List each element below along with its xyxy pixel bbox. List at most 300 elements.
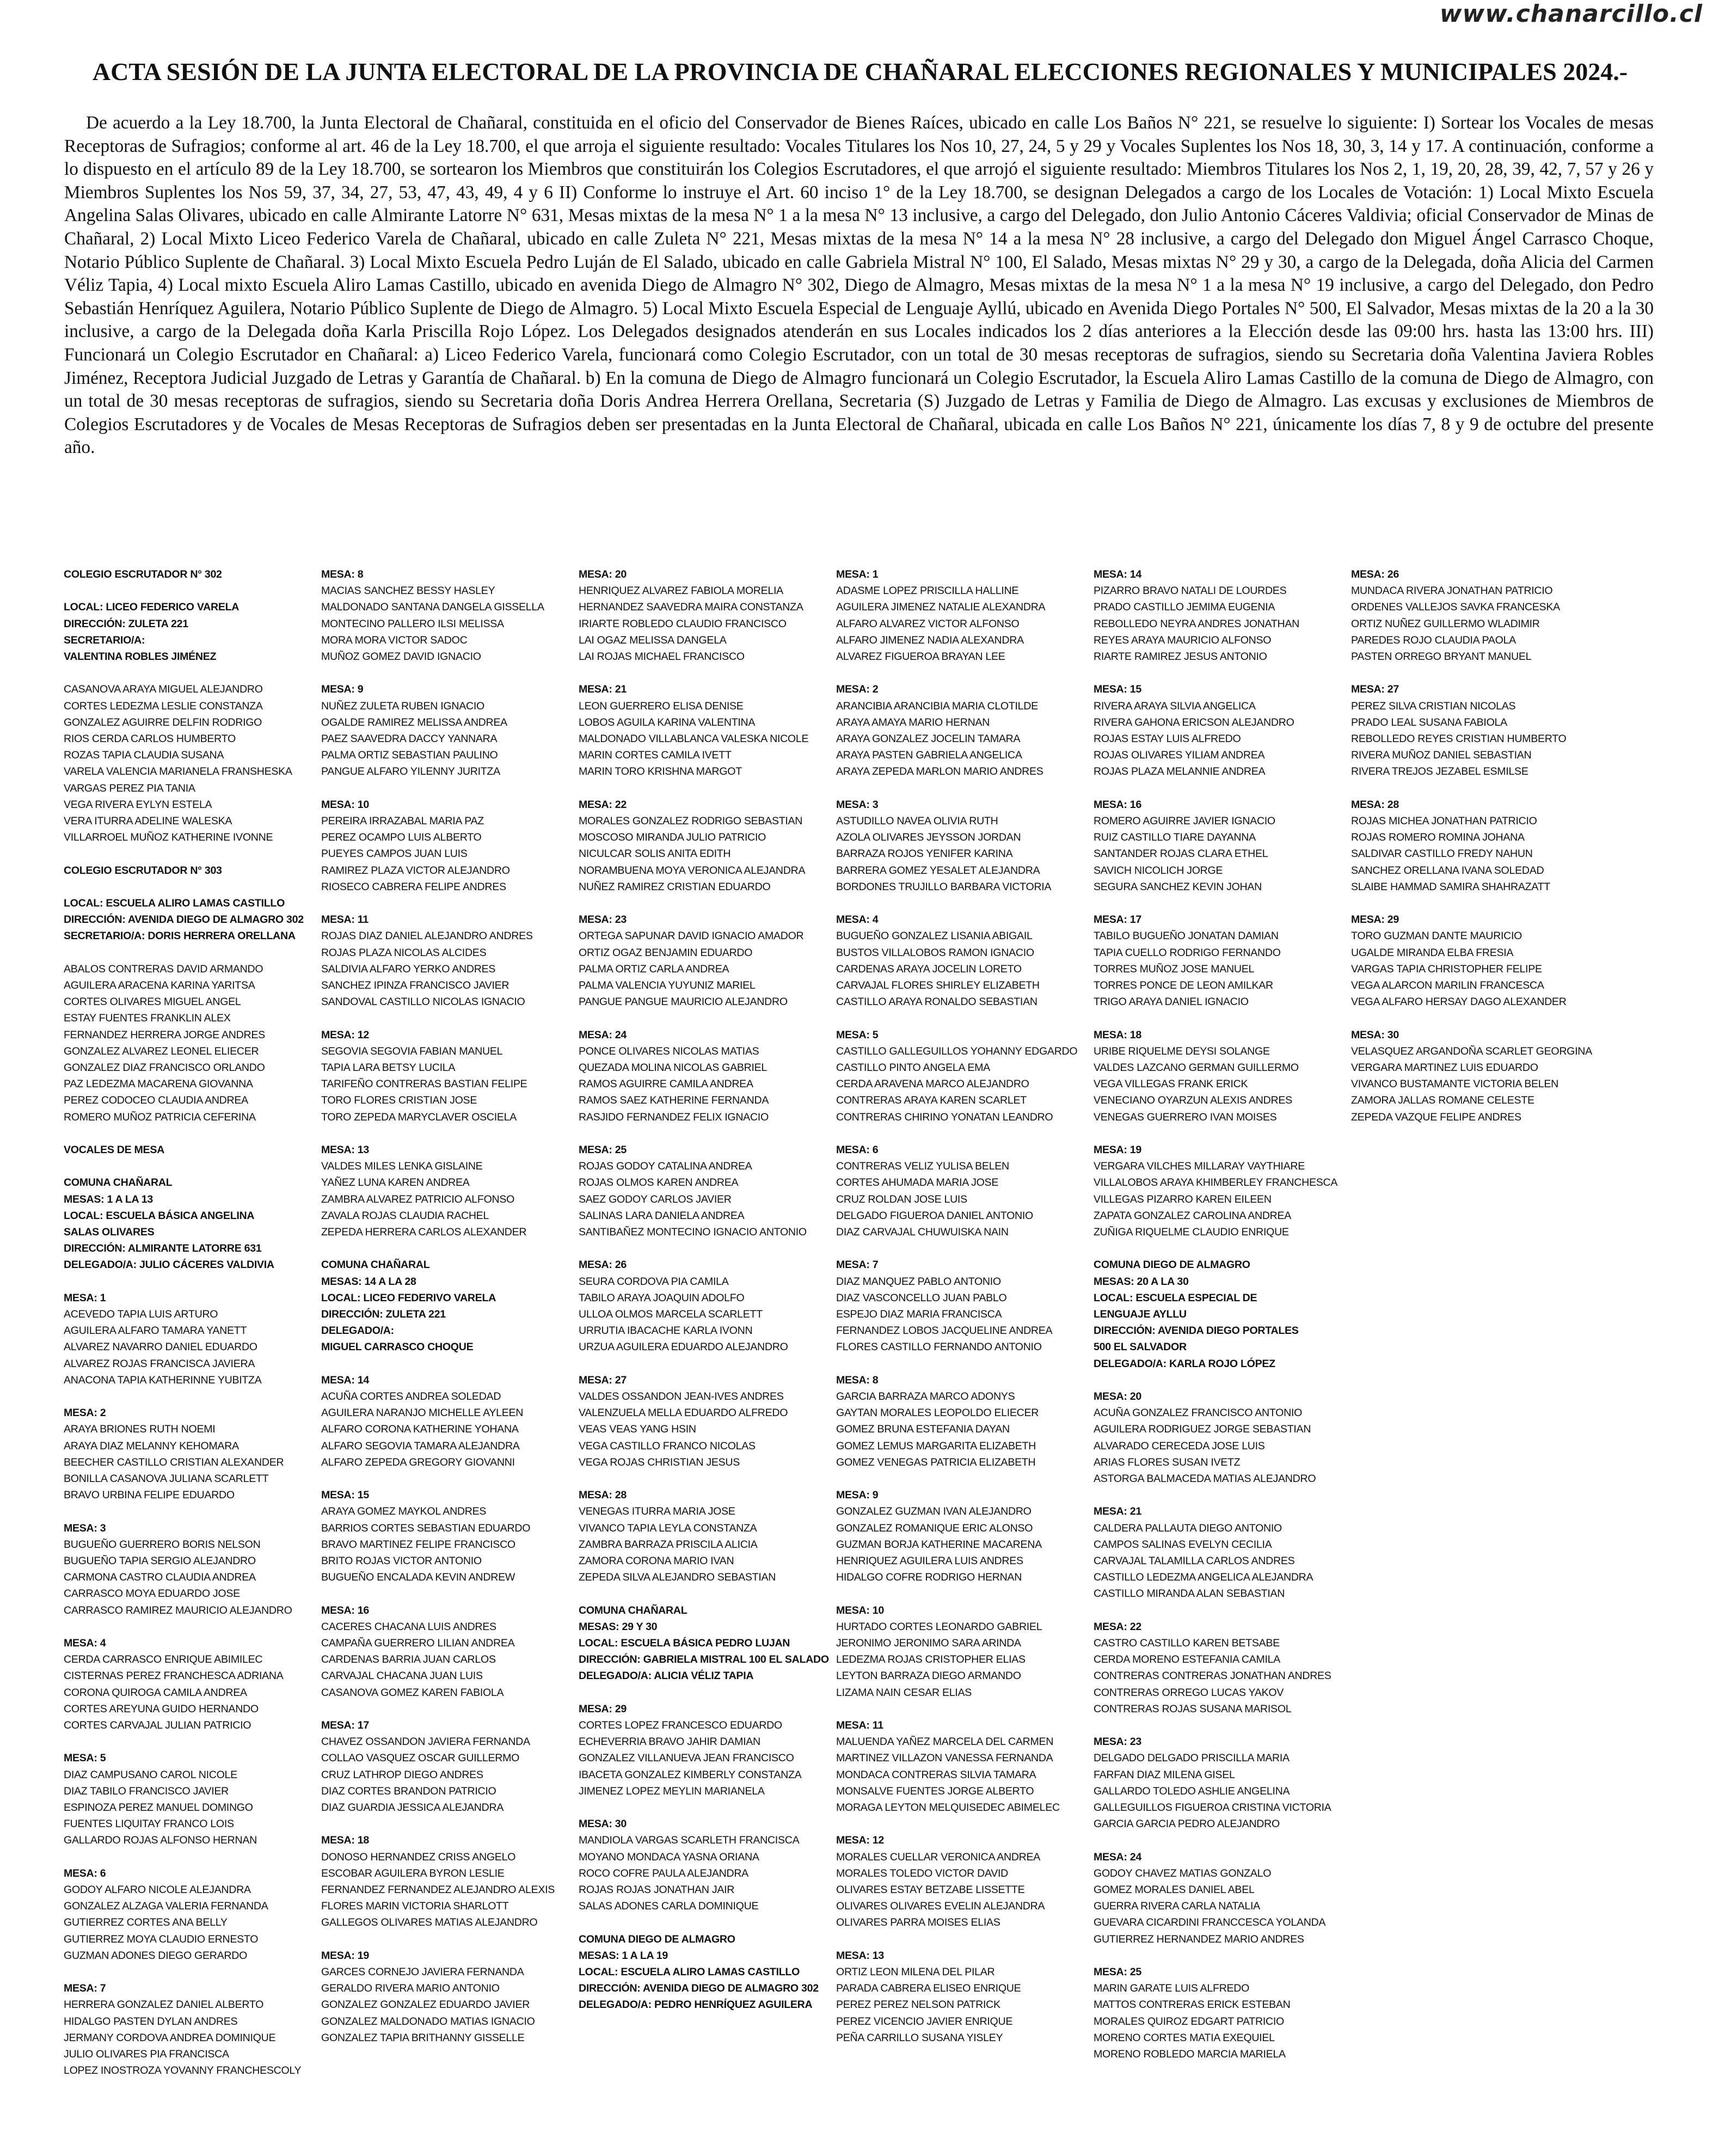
list-item: MORENO ROBLEDO MARCIA MARIELA [1094, 2048, 1286, 2061]
list-item: ALVARADO CERECEDA JOSE LUIS [1094, 1440, 1265, 1452]
list-item: ROJAS PLAZA NICOLAS ALCIDES [321, 946, 487, 959]
list-item: CERDA ARAVENA MARCO ALEJANDRO [836, 1078, 1029, 1091]
list-item: MARTINEZ VILLAZON VANESSA FERNANDA [836, 1752, 1053, 1765]
list-item: VEGA RIVERA EYLYN ESTELA [64, 798, 212, 811]
block-heading: LOCAL: ESCUELA ALIRO LAMAS CASTILLO [64, 897, 285, 909]
block-heading: MESA: 23 [1094, 1736, 1141, 1748]
block-heading: MESA: 21 [1094, 1505, 1141, 1518]
list-item: QUEZADA MOLINA NICOLAS GABRIEL [579, 1062, 767, 1074]
list-item: ESPEJO DIAZ MARIA FRANCISCA [836, 1308, 1002, 1321]
list-item: VENEGAS GUERRERO IVAN MOISES [1094, 1111, 1277, 1123]
list-item: VARELA VALENCIA MARIANELA FRANSHESKA [64, 765, 292, 778]
list-block [836, 681, 1089, 780]
list-item: CASTILLO LEDEZMA ANGELICA ALEJANDRA [1094, 1571, 1313, 1584]
list-item: CARVAJAL TALAMILLA CARLOS ANDRES [1094, 1555, 1295, 1567]
block-heading: COMUNA CHAÑARAL [579, 1604, 687, 1616]
list-item: VIVANCO TAPIA LEYLA CONSTANZA [579, 1522, 757, 1534]
block-heading: MESA: 25 [1094, 1966, 1141, 1979]
list-item: ROJAS OLIVARES YILIAM ANDREA [1094, 749, 1265, 762]
list-item: ARAYA AMAYA MARIO HERNAN [836, 716, 990, 728]
block-heading: MESA: 12 [321, 1028, 369, 1041]
block-heading: MESA: 2 [836, 683, 879, 696]
list-item: SANDOVAL CASTILLO NICOLAS IGNACIO [321, 996, 525, 1008]
list-block [64, 681, 317, 846]
block-heading: MESA: 13 [321, 1144, 369, 1156]
list-block [579, 1142, 832, 1240]
list-block [321, 681, 574, 780]
block-heading: LOCAL: ESCUELA ESPECIAL DE [1094, 1291, 1257, 1304]
list-item: ORTIZ LEON MILENA DEL PILAR [836, 1966, 995, 1979]
list-item: GALLEGOS OLIVARES MATIAS ALEJANDRO [321, 1916, 538, 1929]
list-item: NUÑEZ RAMIREZ CRISTIAN EDUARDO [579, 880, 771, 893]
list-item: SANCHEZ ORELLANA IVANA SOLEDAD [1351, 864, 1544, 877]
list-block [579, 1257, 832, 1355]
column-4 [836, 566, 1094, 2096]
list-item: DIAZ TABILO FRANCISCO JAVIER [64, 1785, 229, 1797]
list-item: CASTILLO MIRANDA ALAN SEBASTIAN [1094, 1588, 1285, 1600]
list-block [579, 1487, 832, 1585]
block-heading: LOCAL: LICEO FEDERIVO VARELA [321, 1291, 496, 1304]
block-heading: MESA: 20 [579, 568, 627, 580]
list-item: PONCE OLIVARES NICOLAS MATIAS [579, 1045, 759, 1057]
list-block [579, 1027, 832, 1125]
list-item: URIBE RIQUELME DEYSI SOLANGE [1094, 1045, 1270, 1057]
list-block [1094, 566, 1347, 665]
list-item: DONOSO HERNANDEZ CRISS ANGELO [321, 1851, 516, 1863]
list-item: JIMENEZ LOPEZ MEYLIN MARIANELA [579, 1785, 765, 1797]
list-item: GONZALEZ MALDONADO MATIAS IGNACIO [321, 2015, 535, 2028]
list-item: ZEPEDA VAZQUE FELIPE ANDRES [1351, 1111, 1521, 1123]
list-item: TORO ZEPEDA MARYCLAVER OSCIELA [321, 1111, 517, 1123]
list-item: ZAMBRA BARRAZA PRISCILA ALICIA [579, 1538, 758, 1551]
list-item: VALENZUELA MELLA EDUARDO ALFREDO [579, 1407, 788, 1419]
list-item: PEREZ VICENCIO JAVIER ENRIQUE [836, 2015, 1013, 2028]
list-block [64, 1142, 317, 1158]
list-item: BRAVO MARTINEZ FELIPE FRANCISCO [321, 1538, 515, 1551]
block-heading: MESA: 30 [579, 1818, 627, 1830]
block-heading: MESAS: 1 A LA 19 [579, 1949, 668, 1962]
list-item: MANDIOLA VARGAS SCARLETH FRANCISCA [579, 1834, 800, 1847]
list-item: FLORES MARIN VICTORIA SHARLOTT [321, 1900, 509, 1913]
list-item: ALFARO SEGOVIA TAMARA ALEJANDRA [321, 1440, 520, 1452]
list-block [579, 797, 832, 895]
list-item: CASANOVA ARAYA MIGUEL ALEJANDRO [64, 683, 263, 696]
list-item: CORTES AHUMADA MARIA JOSE [836, 1177, 999, 1189]
list-item: ACUÑA CORTES ANDREA SOLEDAD [321, 1391, 501, 1403]
list-item: GALLARDO ROJAS ALFONSO HERNAN [64, 1834, 257, 1847]
list-item: REBOLLEDO REYES CRISTIAN HUMBERTO [1351, 733, 1567, 745]
block-heading: MESA: 24 [579, 1028, 627, 1041]
block-heading: VALENTINA ROBLES JIMÉNEZ [64, 651, 217, 663]
list-item: AGUILERA ALFARO TAMARA YANETT [64, 1325, 247, 1337]
list-item: HENRIQUEZ AGUILERA LUIS ANDRES [836, 1555, 1023, 1567]
block-heading: MESA: 15 [1094, 683, 1141, 696]
list-item: LOBOS AGUILA KARINA VALENTINA [579, 716, 756, 728]
list-block [1094, 1257, 1347, 1371]
block-heading: MESA: 28 [579, 1489, 627, 1502]
list-item: VEAS VEAS YANG HSIN [579, 1423, 696, 1436]
list-item: VIVANCO BUSTAMANTE VICTORIA BELEN [1351, 1078, 1558, 1091]
block-heading: MESA: 26 [579, 1259, 627, 1271]
block-heading: DELEGADO/A: KARLA ROJO LÓPEZ [1094, 1357, 1275, 1370]
list-item: PAZ LEDEZMA MACARENA GIOVANNA [64, 1078, 253, 1091]
list-item: PAREDES ROJO CLAUDIA PAOLA [1351, 634, 1516, 646]
list-item: VILLARROEL MUÑOZ KATHERINE IVONNE [64, 831, 273, 844]
column-5 [1094, 566, 1351, 2096]
list-item: MORAGA LEYTON MELQUISEDEC ABIMELEC [836, 1802, 1060, 1814]
list-item: CASANOVA GOMEZ KAREN FABIOLA [321, 1686, 504, 1699]
block-heading: MESA: 6 [836, 1144, 879, 1156]
list-item: CAMPOS SALINAS EVELYN CECILIA [1094, 1538, 1272, 1551]
list-item: MOSCOSO MIRANDA JULIO PATRICIO [579, 831, 766, 844]
block-heading: DELEGADO/A: ALICIA VÉLIZ TAPIA [579, 1670, 754, 1682]
list-block [64, 1290, 317, 1388]
list-item: CALDERA PALLAUTA DIEGO ANTONIO [1094, 1522, 1282, 1534]
list-item: GUZMAN ADONES DIEGO GERARDO [64, 1949, 248, 1962]
list-item: GONZALEZ ROMANIQUE ERIC ALONSO [836, 1522, 1033, 1534]
list-item: VARGAS TAPIA CHRISTOPHER FELIPE [1351, 963, 1542, 975]
list-item: GOMEZ LEMUS MARGARITA ELIZABETH [836, 1440, 1036, 1452]
list-item: SEGURA SANCHEZ KEVIN JOHAN [1094, 880, 1262, 893]
list-item: CARDENAS BARRIA JUAN CARLOS [321, 1653, 496, 1666]
list-item: URZUA AGUILERA EDUARDO ALEJANDRO [579, 1341, 788, 1353]
list-item: IBACETA GONZALEZ KIMBERLY CONSTANZA [579, 1768, 802, 1781]
list-block [321, 797, 574, 895]
list-item: SANCHEZ IPINZA FRANCISCO JAVIER [321, 979, 509, 992]
list-item: GOMEZ BRUNA ESTEFANIA DAYAN [836, 1423, 1010, 1436]
list-block [1094, 1027, 1347, 1125]
list-item: ADASME LOPEZ PRISCILLA HALLINE [836, 585, 1019, 597]
list-item: ARANCIBIA ARANCIBIA MARIA CLOTILDE [836, 700, 1038, 712]
list-block [1094, 1619, 1347, 1717]
list-block [579, 566, 832, 665]
block-heading: LOCAL: LICEO FEDERICO VARELA [64, 601, 240, 614]
list-item: REYES ARAYA MAURICIO ALFONSO [1094, 634, 1272, 646]
list-block [64, 1520, 317, 1619]
block-heading: LOCAL: ESCUELA BÁSICA ANGELINA [64, 1209, 255, 1222]
list-block [1094, 1503, 1347, 1602]
list-block [64, 1750, 317, 1848]
list-item: ZEPEDA HERRERA CARLOS ALEXANDER [321, 1226, 527, 1239]
list-item: BUGUEÑO ENCALADA KEVIN ANDREW [321, 1571, 515, 1584]
block-heading: MESA: 27 [579, 1374, 627, 1386]
list-item: FARFAN DIAZ MILENA GISEL [1094, 1768, 1235, 1781]
block-heading: MESAS: 20 A LA 30 [1094, 1275, 1189, 1288]
list-block [64, 1635, 317, 1734]
list-item: SAVICH NICOLICH JORGE [1094, 864, 1223, 877]
block-heading: DIRECCIÓN: AVENIDA DIEGO DE ALMAGRO 302 [64, 914, 304, 926]
list-item: OGALDE RAMIREZ MELISSA ANDREA [321, 716, 507, 728]
list-item: MALDONADO VILLABLANCA VALESKA NICOLE [579, 733, 809, 745]
list-item: FLORES CASTILLO FERNANDO ANTONIO [836, 1341, 1042, 1353]
list-item: CORONA QUIROGA CAMILA ANDREA [64, 1686, 247, 1699]
list-item: GONZALEZ ALVAREZ LEONEL ELIECER [64, 1045, 259, 1057]
list-item: TRIGO ARAYA DANIEL IGNACIO [1094, 996, 1249, 1008]
list-item: CHAVEZ OSSANDON JAVIERA FERNANDA [321, 1736, 530, 1748]
list-block [1094, 1964, 1347, 2062]
block-heading: MESA: 17 [321, 1719, 369, 1732]
block-heading: DELEGADO/A: JULIO CÁCERES VALDIVIA [64, 1259, 274, 1271]
list-block [579, 1816, 832, 1914]
block-heading: MESA: 14 [321, 1374, 369, 1386]
list-block [579, 911, 832, 1010]
block-heading: MESA: 16 [321, 1604, 369, 1616]
list-item: BEECHER CASTILLO CRISTIAN ALEXANDER [64, 1456, 284, 1468]
list-item: MONTECINO PALLERO ILSI MELISSA [321, 617, 504, 630]
list-item: GUTIERREZ MOYA CLAUDIO ERNESTO [64, 1933, 259, 1945]
site-url: www.chanarcillo.cl [1439, 0, 1703, 28]
list-item: ROJAS ROMERO ROMINA JOHANA [1351, 831, 1525, 844]
block-heading: COMUNA CHAÑARAL [64, 1177, 173, 1189]
list-item: ZAMORA CORONA MARIO IVAN [579, 1555, 734, 1567]
list-item: TORO GUZMAN DANTE MAURICIO [1351, 930, 1522, 942]
list-item: FERNANDEZ FERNANDEZ ALEJANDRO ALEXIS [321, 1884, 555, 1896]
list-item: PANGUE PANGUE MAURICIO ALEJANDRO [579, 996, 788, 1008]
block-heading: DIRECCIÓN: ALMIRANTE LATORRE 631 [64, 1242, 262, 1255]
list-item: RIVERA MUÑOZ DANIEL SEBASTIAN [1351, 749, 1532, 762]
list-block [1094, 1388, 1347, 1487]
list-item: BUGUEÑO TAPIA SERGIO ALEJANDRO [64, 1555, 256, 1567]
list-item: AZOLA OLIVARES JEYSSON JORDAN [836, 831, 1021, 844]
list-item: SALAS ADONES CARLA DOMINIQUE [579, 1900, 759, 1913]
list-item: ROMERO AGUIRRE JAVIER IGNACIO [1094, 815, 1275, 828]
list-item: CASTRO CASTILLO KAREN BETSABE [1094, 1637, 1280, 1650]
list-block [836, 1372, 1089, 1471]
column-1 [64, 566, 321, 2096]
list-item: NICULCAR SOLIS ANITA EDITH [579, 848, 731, 860]
list-item: ALVAREZ FIGUEROA BRAYAN LEE [836, 651, 1005, 663]
list-item: ALFARO CORONA KATHERINE YOHANA [321, 1423, 519, 1436]
list-item: ZEPEDA SILVA ALEJANDRO SEBASTIAN [579, 1571, 776, 1584]
list-item: GUERRA RIVERA CARLA NATALIA [1094, 1900, 1260, 1913]
list-item: ROJAS ROJAS JONATHAN JAIR [579, 1884, 735, 1896]
list-item: BARRAZA ROJOS YENIFER KARINA [836, 848, 1013, 860]
list-item: HERRERA GONZALEZ DANIEL ALBERTO [64, 1999, 264, 2011]
list-item: GONZALEZ GONZALEZ EDUARDO JAVIER [321, 1999, 530, 2011]
list-item: GARCIA GARCIA PEDRO ALEJANDRO [1094, 1818, 1280, 1830]
vocales-columns [64, 566, 1664, 2096]
list-item: TAPIA LARA BETSY LUCILA [321, 1062, 456, 1074]
list-item: TAPIA CUELLO RODRIGO FERNANDO [1094, 946, 1281, 959]
block-heading: MESA: 21 [579, 683, 627, 696]
list-item: ROZAS TAPIA CLAUDIA SUSANA [64, 749, 224, 762]
list-item: ORTIZ NUÑEZ GUILLERMO WLADIMIR [1351, 617, 1540, 630]
list-item: BRAVO URBINA FELIPE EDUARDO [64, 1489, 235, 1502]
list-item: JULIO OLIVARES PIA FRANCISCA [64, 2048, 229, 2061]
list-item: ROCO COFRE PAULA ALEJANDRA [579, 1867, 748, 1879]
list-block [836, 911, 1089, 1010]
list-item: CONTRERAS ORREGO LUCAS YAKOV [1094, 1686, 1284, 1699]
list-item: HENRIQUEZ ALVAREZ FABIOLA MORELIA [579, 585, 783, 597]
list-block [321, 1372, 574, 1471]
list-item: ARAYA DIAZ MELANNY KEHOMARA [64, 1440, 239, 1452]
list-item: AGUILERA RODRIGUEZ JORGE SEBASTIAN [1094, 1423, 1311, 1436]
list-item: ARAYA ZEPEDA MARLON MARIO ANDRES [836, 765, 1043, 778]
block-heading: COMUNA CHAÑARAL [321, 1259, 430, 1271]
list-item: LIZAMA NAIN CESAR ELIAS [836, 1686, 972, 1699]
list-item: RASJIDO FERNANDEZ FELIX IGNACIO [579, 1111, 769, 1123]
list-item: CONTRERAS ROJAS SUSANA MARISOL [1094, 1702, 1292, 1715]
list-item: ROJAS MICHEA JONATHAN PATRICIO [1351, 815, 1537, 828]
list-item: ROJAS PLAZA MELANNIE ANDREA [1094, 765, 1266, 778]
block-heading: MESA: 11 [836, 1719, 883, 1732]
block-heading: MESA: 8 [321, 568, 364, 580]
list-item: ARAYA PASTEN GABRIELA ANGELICA [836, 749, 1022, 762]
list-block [321, 566, 574, 665]
list-item: LEON GUERRERO ELISA DENISE [579, 700, 744, 712]
list-block [321, 1142, 574, 1240]
block-heading: MESA: 10 [836, 1604, 884, 1616]
block-heading: MESA: 6 [64, 1867, 106, 1879]
list-item: RUIZ CASTILLO TIARE DAYANNA [1094, 831, 1256, 844]
list-block [1351, 911, 1567, 1010]
list-block [64, 1405, 317, 1503]
list-item: ASTORGA BALMACEDA MATIAS ALEJANDRO [1094, 1473, 1316, 1485]
list-item: MORALES TOLEDO VICTOR DAVID [836, 1867, 1009, 1879]
list-item: PALMA VALENCIA YUYUNIZ MARIEL [579, 979, 756, 992]
block-heading: MESA: 7 [64, 1982, 106, 1995]
list-item: MARIN TORO KRISHNA MARGOT [579, 765, 742, 778]
list-item: PASTEN ORREGO BRYANT MANUEL [1351, 651, 1532, 663]
list-item: CARMONA CASTRO CLAUDIA ANDREA [64, 1571, 256, 1584]
list-item: VELASQUEZ ARGANDOÑA SCARLET GEORGINA [1351, 1045, 1592, 1057]
list-item: CACERES CHACANA LUIS ANDRES [321, 1620, 496, 1633]
list-item: GONZALEZ ALZAGA VALERIA FERNANDA [64, 1900, 268, 1913]
list-item: PAEZ SAAVEDRA DACCY YANNARA [321, 733, 498, 745]
block-heading: DELEGADO/A: [321, 1325, 394, 1337]
list-item: ALVAREZ ROJAS FRANCISCA JAVIERA [64, 1357, 255, 1370]
list-item: ROMERO MUÑOZ PATRICIA CEFERINA [64, 1111, 256, 1123]
list-item: PANGUE ALFARO YILENNY JURITZA [321, 765, 500, 778]
list-item: CORTES CARVAJAL JULIAN PATRICIO [64, 1719, 251, 1732]
list-block [836, 1027, 1089, 1125]
list-item: VENECIANO OYARZUN ALEXIS ANDRES [1094, 1094, 1292, 1107]
list-item: CONTRERAS VELIZ YULISA BELEN [836, 1160, 1009, 1173]
list-item: MARIN GARATE LUIS ALFREDO [1094, 1982, 1250, 1995]
list-item: ULLOA OLMOS MARCELA SCARLETT [579, 1308, 763, 1321]
block-heading: SALAS OLIVARES [64, 1226, 155, 1239]
list-item: BARRIOS CORTES SEBASTIAN EDUARDO [321, 1522, 531, 1534]
list-item: DIAZ CARVAJAL CHUWUISKA NAIN [836, 1226, 1009, 1239]
intro-paragraph: De acuerdo a la Ley 18.700, la Junta Electoral de Chañaral, constituida en el oficio del Conservador de Bienes Raíces, ubicado en calle Los Baños N° 221, se resuelve lo siguiente: I) Sortear los Vocales de mesas Receptoras de Sufragios; conforme al art. 46 de la Ley 18.700, el que arroja el siguiente resultado: Vocales Titulares los Nos 10, 27, 24, 5 y 29 y Vocales Suplentes los Nos 18, 30, 3, 14 y 17. A continuación, conforme a lo dispuesto en el artículo 89 de la Ley 18.700, se sortearon los Miembros que constituirán los Colegios Escrutadores, el que arrojó el siguiente resultado: Miembros Titulares los Nos 2, 1, 19, 20, 28, 39, 42, 7, 57 y 26 y Miembros Suplentes los Nos 59, 37, 34, 27, 53, 47, 43, 49, 4 y 6 II) Conforme lo instruye el Art. 60 inciso 1° de la Ley 18.700, se designan Delegados a cargo de los Locales de Votación: 1) Local Mixto Escuela Angelina Salas Olivares, ubicado en calle Almirante Latorre N° 631, Mesas mixtas de la mesa N° 1 a la mesa N° 13 inclusive, a cargo del Delegado, don Julio Antonio Cáceres Valdivia; oficial Conservador de Minas de Chañaral, 2) Local Mixto Liceo Federico Varela de Chañaral, ubicado en calle Zuleta N° 221, Mesas mixtas de la mesa N° 14 a la mesa N° 28 inclusive, a cargo del Delegado don Miguel Ángel Carrasco Choque, Notario Público Suplente de Chañaral. 3) Local Mixto Escuela Pedro Luján de El Salado, ubicado en calle Gabriela Mistral N° 100, El Salado, Mesas mixtas N° 29 y 30, a cargo de la Delegada, doña Alicia del Carmen Véliz Tapia, 4) Local mixto Escuela Aliro Lamas Castillo, ubicado en avenida Diego de Almagro N° 302, Diego de Almagro, Mesas mixtas de la mesa N° 1 a la mesa N° 19 inclusive, a cargo del Delegado, don Pedro Sebastián Henríquez Aguilera, Notario Público Suplente de Diego de Almagro. 5) Local Mixto Escuela Especial de Lenguaje Ayllú, ubicado en Avenida Diego Portales N° 500, El Salvador, Mesas mixtas de la 20 a la 30 inclusive, a cargo de la Delegada doña Karla Priscilla Rojo López. Los Delegados designados atenderán en sus Locales indicados los 2 días anteriores a la Elección desde las 09:00 hrs. hasta las 13:00 hrs. III) Funcionará un Colegio Escrutador en Chañaral: a) Liceo Federico Varela, funcionará como Colegio Escrutador, con un total de 30 mesas receptoras de sufragios, siendo su Secretaria doña Valentina Javiera Robles Jiménez, Receptora Judicial Juzgado de Letras y Garantía de Chañaral. b) En la comuna de Diego de Almagro funcionará un Colegio Escrutador, la Escuela Aliro Lamas Castillo de la comuna de Diego de Almagro, con un total de 30 mesas receptoras de sufragios, siendo su Secretaria doña Doris Andrea Herrera Orellana, Secretaria (S) Juzgado de Letras y Familia de Diego de Almagro. Las excusas y exclusiones de Miembros de Colegios Escrutadores y de Vocales de Mesas Receptoras de Sufragios deben ser presentadas en la Junta Electoral de Chañaral, ubicada en calle Los Baños N° 221, únicamente los días 7, 8 y 9 de octubre del presente año. [64, 113, 1654, 458]
list-item: GUTIERREZ HERNANDEZ MARIO ANDRES [1094, 1933, 1304, 1945]
block-heading: MESA: 19 [1094, 1144, 1141, 1156]
block-heading: MESA: 26 [1351, 568, 1399, 580]
list-block [321, 1947, 574, 2046]
list-item: PIZARRO BRAVO NATALI DE LOURDES [1094, 585, 1287, 597]
block-heading: MESA: 16 [1094, 798, 1141, 811]
block-heading: MESAS: 29 Y 30 [579, 1620, 658, 1633]
list-block [836, 566, 1089, 665]
list-item: PEREZ SILVA CRISTIAN NICOLAS [1351, 700, 1516, 712]
block-heading: MESA: 22 [579, 798, 627, 811]
list-item: MONDACA CONTRERAS SILVIA TAMARA [836, 1768, 1036, 1781]
list-item: CAMPAÑA GUERRERO LILIAN ANDREA [321, 1637, 515, 1650]
block-heading: MESA: 15 [321, 1489, 369, 1502]
list-block [836, 1602, 1089, 1701]
list-item: BUGUEÑO GONZALEZ LISANIA ABIGAIL [836, 930, 1033, 942]
list-block [1094, 911, 1347, 1010]
list-item: GODOY CHAVEZ MATIAS GONZALO [1094, 1867, 1272, 1879]
list-item: SANTIBAÑEZ MONTECINO IGNACIO ANTONIO [579, 1226, 807, 1239]
list-item: VALDES OSSANDON JEAN-IVES ANDRES [579, 1391, 784, 1403]
list-item: ORTEGA SAPUNAR DAVID IGNACIO AMADOR [579, 930, 804, 942]
list-item: VARGAS PEREZ PIA TANIA [64, 782, 195, 794]
list-block [836, 1142, 1089, 1240]
list-item: SAEZ GODOY CARLOS JAVIER [579, 1193, 732, 1205]
list-block [321, 1832, 574, 1931]
list-item: GUTIERREZ CORTES ANA BELLY [64, 1916, 228, 1929]
list-item: ZAVALA ROJAS CLAUDIA RACHEL [321, 1209, 489, 1222]
list-block [579, 1701, 832, 1799]
list-item: ZAMBRA ALVAREZ PATRICIO ALFONSO [321, 1193, 515, 1205]
list-item: ESCOBAR AGUILERA BYRON LESLIE [321, 1867, 505, 1879]
list-item: DELGADO DELGADO PRISCILLA MARIA [1094, 1752, 1290, 1765]
list-block [836, 1947, 1089, 2046]
list-item: SALDIVAR CASTILLO FREDY NAHUN [1351, 848, 1533, 860]
list-item: GAYTAN MORALES LEOPOLDO ELIECER [836, 1407, 1039, 1419]
list-item: ZAPATA GONZALEZ CAROLINA ANDREA [1094, 1209, 1292, 1222]
block-heading: MESA: 8 [836, 1374, 879, 1386]
list-item: PARADA CABRERA ELISEO ENRIQUE [836, 1982, 1021, 1995]
list-item: CARDENAS ARAYA JOCELIN LORETO [836, 963, 1022, 975]
list-item: MACIAS SANCHEZ BESSY HASLEY [321, 585, 495, 597]
list-item: ANACONA TAPIA KATHERINNE YUBITZA [64, 1374, 262, 1386]
list-item: GONZALEZ AGUIRRE DELFIN RODRIGO [64, 716, 262, 728]
list-item: ROJAS ESTAY LUIS ALFREDO [1094, 733, 1241, 745]
list-item: BONILLA CASANOVA JULIANA SCARLETT [64, 1473, 269, 1485]
block-heading: MESA: 9 [321, 683, 364, 696]
block-heading: MESA: 18 [1094, 1028, 1141, 1041]
list-item: ARIAS FLORES SUSAN IVETZ [1094, 1456, 1241, 1468]
list-item: CRUZ ROLDAN JOSE LUIS [836, 1193, 967, 1205]
list-item: GALLEGUILLOS FIGUEROA CRISTINA VICTORIA [1094, 1802, 1331, 1814]
list-item: HIDALGO PASTEN DYLAN ANDRES [64, 2015, 238, 2028]
list-item: OLIVARES ESTAY BETZABE LISSETTE [836, 1884, 1025, 1896]
list-item: ROJAS GODOY CATALINA ANDREA [579, 1160, 752, 1173]
document-title: ACTA SESIÓN DE LA JUNTA ELECTORAL DE LA PROVINCIA DE CHAÑARAL ELECCIONES REGIONALES Y MUNICIPALES 2024.- [92, 58, 1628, 85]
block-heading: DELEGADO/A: PEDRO HENRÍQUEZ AGUILERA [579, 1999, 813, 2011]
list-item: RAMIREZ PLAZA VICTOR ALEJANDRO [321, 864, 510, 877]
list-item: ALVAREZ NAVARRO DANIEL EDUARDO [64, 1341, 257, 1353]
column-2 [321, 566, 579, 2096]
block-heading: MESA: 22 [1094, 1620, 1141, 1633]
list-item: AGUILERA JIMENEZ NATALIE ALEXANDRA [836, 601, 1046, 614]
list-item: TARIFEÑO CONTRERAS BASTIAN FELIPE [321, 1078, 527, 1091]
list-block [836, 1487, 1089, 1585]
list-item: SLAIBE HAMMAD SAMIRA SHAHRAZATT [1351, 880, 1550, 893]
list-block [579, 1602, 832, 1685]
block-heading: MESA: 25 [579, 1144, 627, 1156]
block-heading: COMUNA DIEGO DE ALMAGRO [579, 1933, 735, 1945]
list-item: LAI OGAZ MELISSA DANGELA [579, 634, 727, 646]
block-heading: MESA: 3 [836, 798, 879, 811]
list-item: JERMANY CORDOVA ANDREA DOMINIQUE [64, 2031, 276, 2044]
list-item: OLIVARES PARRA MOISES ELIAS [836, 1916, 1000, 1929]
list-item: ESTAY FUENTES FRANKLIN ALEX [64, 1012, 231, 1025]
block-heading: MESA: 23 [579, 914, 627, 926]
list-item: SEURA CORDOVA PIA CAMILA [579, 1275, 729, 1288]
block-heading: MESA: 13 [836, 1949, 884, 1962]
block-heading: MESA: 4 [64, 1637, 106, 1650]
block-heading: LOCAL: ESCUELA ALIRO LAMAS CASTILLO [579, 1966, 800, 1979]
block-heading: MESAS: 14 A LA 28 [321, 1275, 416, 1288]
list-item: PRADO LEAL SUSANA FABIOLA [1351, 716, 1507, 728]
list-item: RAMOS SAEZ KATHERINE FERNANDA [579, 1094, 769, 1107]
list-item: MALUENDA YAÑEZ MARCELA DEL CARMEN [836, 1736, 1054, 1748]
list-item: CORTES AREYUNA GUIDO HERNANDO [64, 1702, 259, 1715]
list-item: MORA MORA VICTOR SADOC [321, 634, 468, 646]
